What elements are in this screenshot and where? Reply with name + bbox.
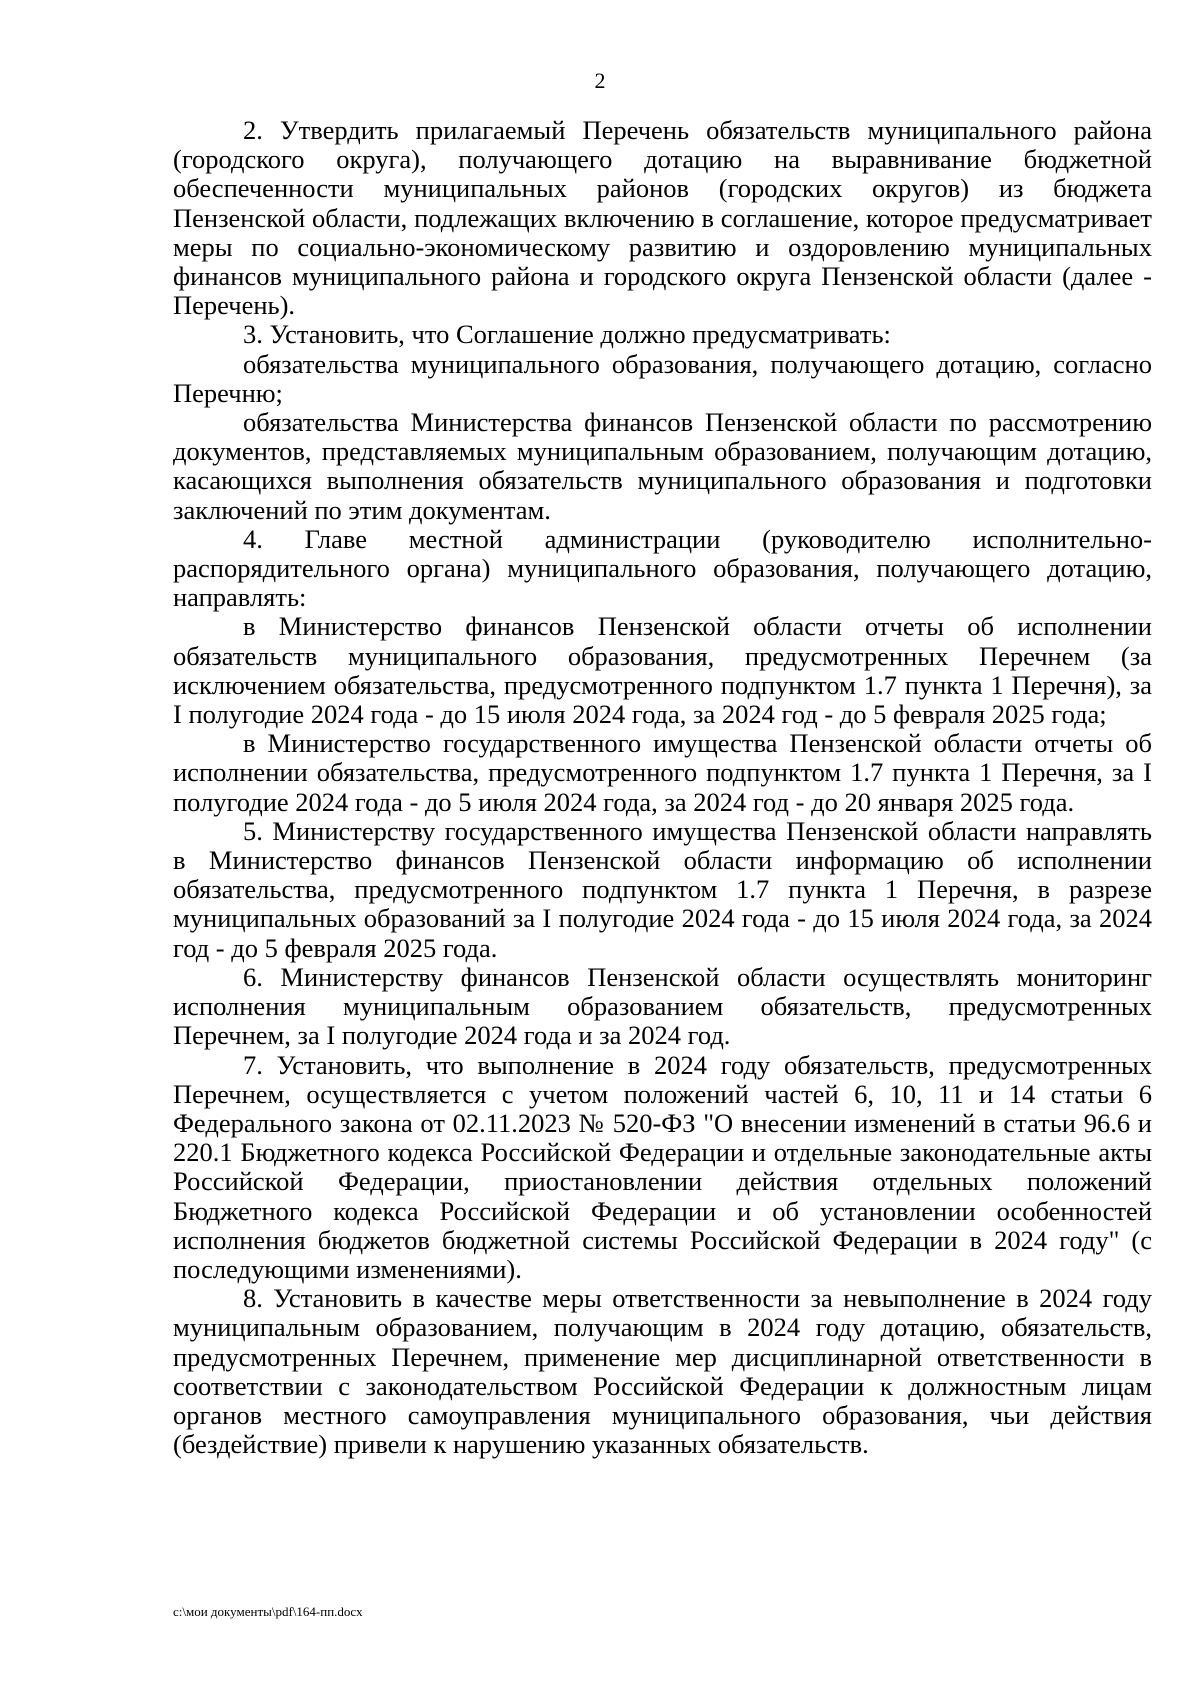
- paragraph-item-3-sub-2: обязательства Министерства финансов Пензенской области по рассмотрению документов, представляемых муниципальным образованием, получающим дотацию, касающихся выполнения обязательств муниципального образования и подготовки заключений по этим документам.: [173, 407, 1152, 525]
- page-number: 2: [594, 68, 606, 93]
- paragraph-item-3: 3. Установить, что Соглашение должно предусматривать:: [243, 319, 891, 350]
- paragraph-item-8: 8. Установить в качестве меры ответственности за невыполнение в 2024 году муниципальным образованием, получающим в 2024 году дотацию, обязательств, предусмотренных Перечнем, применение мер дисциплинарной ответственности в соответствии с законодательством Российской Федерации к должностным лицам органов местного самоуправления муниципального образования, чьи действия (бездействие) привели к нарушению указанных обязательств.: [173, 1283, 1152, 1460]
- paragraph-item-6: 6. Министерству финансов Пензенской области осуществлять мониторинг исполнения муниципальным образованием обязательств, предусмотренных Перечнем, за I полугодие 2024 года и за 2024 год.: [173, 961, 1152, 1051]
- paragraph-item-5: 5. Министерству государственного имущества Пензенской области направлять в Министерство финансов Пензенской области информацию об исполнении обязательства, предусмотренного подпунктом 1.7 пункта 1 Перечня, в разрезе муниципальных образований за I полугодие 2024 года - до 15 июля 2024 года, за 2024 год - до 5 февраля 2025 года.: [173, 815, 1152, 963]
- paragraph-item-4: 4. Главе местной администрации (руководителю исполнительно-распорядительного органа) муниципального образования, получающего дотацию, направлять:: [173, 523, 1152, 613]
- paragraph-item-4-sub-1: в Министерство финансов Пензенской области отчеты об исполнении обязательств муниципального образования, предусмотренных Перечнем (за исключением обязательства, предусмотренного подпунктом 1.7 пункта 1 Перечня), за I полугодие 2024 года - до 15 июля 2024 года, за 2024 год - до 5 февраля 2025 года;: [173, 611, 1152, 730]
- footer-file-path: c:\мои документы\pdf\164-пп.docx: [173, 1604, 363, 1619]
- paragraph-item-3-sub-1: обязательства муниципального образования, получающего дотацию, согласно Перечню;: [173, 348, 1152, 408]
- document-body: [173, 116, 1152, 1459]
- paragraph-item-2: 2. Утвердить прилагаемый Перечень обязательств муниципального района (городского округа), получающего дотацию на выравнивание бюджетной обеспеченности муниципальных районов (городских округов) из бюджета Пензенской области, подлежащих включению в соглашение, которое предусматривает меры по социально-экономическому развитию и оздоровлению муниципальных финансов муниципального района и городского округа Пензенской области (далее - Перечень).: [173, 115, 1152, 321]
- paragraph-item-7: 7. Установить, что выполнение в 2024 году обязательств, предусмотренных Перечнем, осуществляется с учетом положений частей 6, 10, 11 и 14 статьи 6 Федерального закона от 02.11.2023 № 520-ФЗ "О внесении изменений в статьи 96.6 и 220.1 Бюджетного кодекса Российской Федерации и отдельные законодательные акты Российской Федерации, приостановлении действия отдельных положений Бюджетного кодекса Российской Федерации и об установлении особенностей исполнения бюджетов бюджетной системы Российской Федерации в 2024 году" (с последующими изменениями).: [173, 1049, 1152, 1284]
- paragraph-item-4-sub-2: в Министерство государственного имущества Пензенской области отчеты об исполнении обязательства, предусмотренного подпунктом 1.7 пункта 1 Перечня, за I полугодие 2024 года - до 5 июля 2024 года, за 2024 год - до 20 января 2025 года.: [173, 728, 1152, 817]
